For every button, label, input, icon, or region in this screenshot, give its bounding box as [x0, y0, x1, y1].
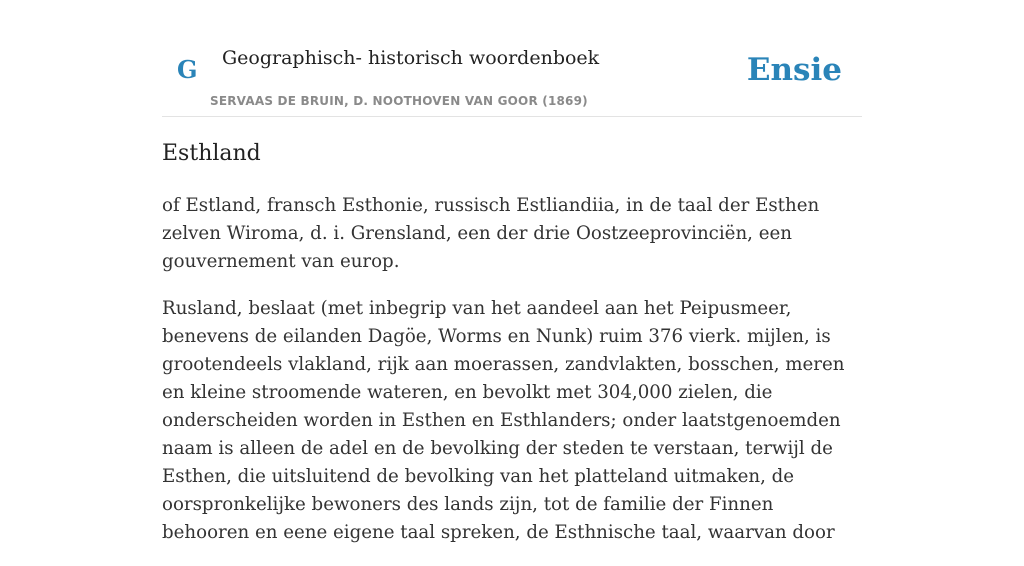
ensie-logo[interactable]: Ensie [746, 52, 842, 88]
book-letter-icon[interactable]: G [177, 55, 198, 84]
entry-body [162, 192, 862, 566]
entry-paragraph: Rusland, beslaat (met inbegrip van het aandeel aan het Peipusmeer, benevens de eilanden Dagöe, Worms en Nunk) ruim 376 vierk. mijlen, is grootendeels vlakland, rijk aan moerassen, zandvlakten, bosschen, meren en kleine stroomende wateren, en bevolkt met 304,000 zielen, die onderscheiden worden in Esthen en Esthlanders; onder laatstgenoemden naam is alleen de adel en de bevolking der steden te verstaan, terwijl de Esthen, die uitsluitend de bevolking van het platteland uitmaken, de oorspronkelijke bewoners des lands zijn, tot de familie der Finnen behooren en eene eigene taal spreken, de Esthnische taal, waarvan door [162, 298, 845, 543]
book-author: SERVAAS DE BRUIN, D. NOOTHOVEN VAN GOOR (1869) [210, 94, 588, 108]
book-header [162, 0, 862, 117]
entry-title: Esthland [162, 141, 261, 166]
entry-paragraph: of Estland, fransch Esthonie, russisch Estliandiia, in de taal der Esthen zelven Wiroma, d. i. Grensland, een der drie Oostzeeprovinciën, een gouvernement van europ. [162, 195, 820, 272]
book-title-link[interactable]: Geographisch- historisch woordenboek [222, 47, 600, 69]
